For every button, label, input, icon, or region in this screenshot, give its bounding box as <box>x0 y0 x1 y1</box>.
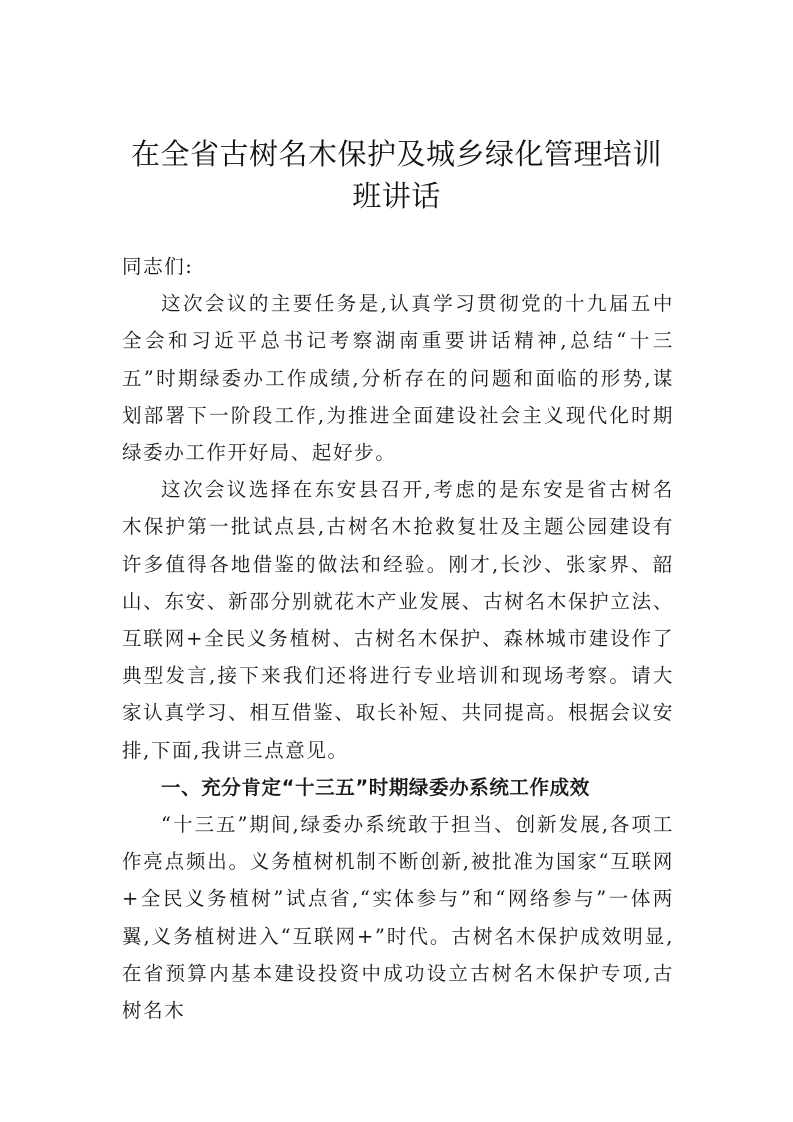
paragraph: “十三五”期间,绿委办系统敢于担当、创新发展,各项工作亮点频出。义务植树机制不断创新,被批准为国家“互联网+全民义务植树”试点省,“实体参与”和“网络参与”一体两翼,义务植树进入“互联网+”时代。古树名木保护成效明显,在省预算内基本建设投资中成功设立古树名木保护专项,古树名木 <box>122 813 674 1023</box>
document-title <box>100 133 693 217</box>
paragraph: 这次会议的主要任务是,认真学习贯彻党的十九届五中全会和习近平总书记考察湖南重要讲话精神,总结“十三五”时期绿委办工作成绩,分析存在的问题和面临的形势,谋划部署下一阶段工作,为推进全面建设社会主义现代化时期绿委办工作开好局、起好步。 <box>122 292 674 465</box>
document-body <box>122 248 674 1029</box>
salutation: 同志们: <box>122 255 194 278</box>
section-heading: 一、充分肯定“十三五”时期绿委办系统工作成效 <box>161 775 590 799</box>
title-line-2: 班讲话 <box>352 179 441 213</box>
title-line-1: 在全省古树名木保护及城乡绿化管理培训 <box>130 137 662 171</box>
paragraph: 这次会议选择在东安县召开,考虑的是东安是省古树名木保护第一批试点县,古树名木抢救复壮及主题公园建设有许多值得各地借鉴的做法和经验。刚才,长沙、张家界、韶山、东安、新邵分别就花木产业发展、古树名木保护立法、互联网+全民义务植树、古树名木保护、森林城市建设作了典型发言,接下来我们还将进行专业培训和现场考察。请大家认真学习、相互借鉴、取长补短、共同提高。根据会议安排,下面,我讲三点意见。 <box>122 478 674 762</box>
